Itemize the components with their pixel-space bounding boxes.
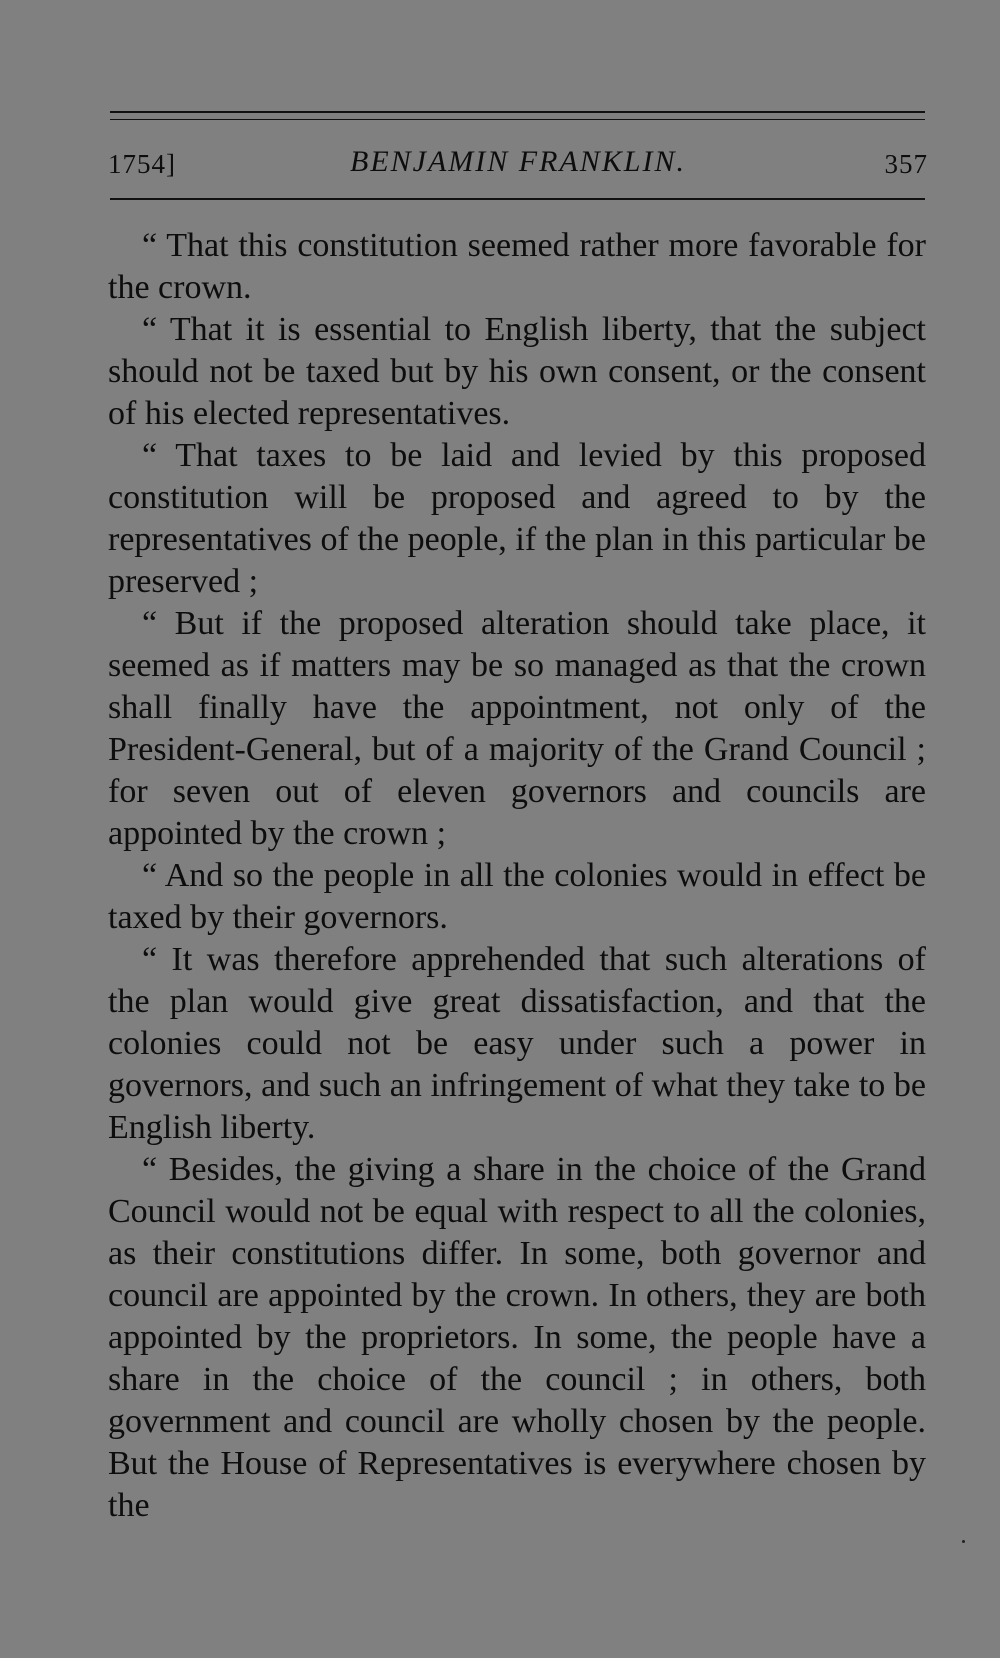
paragraph: “ Besides, the giving a share in the choice of the Grand Council would not be equal with respect to all the colonies, as their constitutions differ. In some, both governor and council are appointed by the crown. In others, they are both appointed by the proprietors. In some, the people have a share in the choice of the council ; in others, both government and council are wholly chosen by the people. But the House of Representatives is everywhere chosen by the <box>108 1151 926 1524</box>
header-top-rule <box>110 111 925 113</box>
paragraph: “ It was therefore apprehended that such alterations of the plan would give great dissatisfaction, and that the colonies could not be easy under such a power in governors, and such an infringement of what they take to be English liberty. <box>108 941 926 1146</box>
ink-speck <box>962 1540 965 1543</box>
paragraph: “ That it is essential to English liberty, that the subject should not be taxed but by his own consent, or the consent of his elected representatives. <box>108 311 926 432</box>
body-text <box>108 225 926 1527</box>
paragraph: “ But if the proposed alteration should take place, it seemed as if matters may be so managed as that the crown shall finally have the appointment, not only of the President-General, but of a majority of the Grand Council ; for seven out of eleven governors and councils are appointed by the crown ; <box>108 605 926 852</box>
page-number: 357 <box>884 149 928 179</box>
paragraph: “ And so the people in all the colonies would in effect be taxed by their governors. <box>108 857 926 936</box>
header-top-rule-thin <box>110 119 925 120</box>
running-header <box>108 145 928 185</box>
paragraph: “ That taxes to be laid and levied by this proposed constitution will be proposed and agreed to by the representatives of the people, if the plan in this particular be preserved ; <box>108 437 926 600</box>
header-title: BENJAMIN FRANKLIN. <box>350 145 686 178</box>
header-bottom-rule <box>110 198 925 200</box>
paragraph: “ That this constitution seemed rather more favorable for the crown. <box>108 227 926 306</box>
header-year: 1754] <box>108 149 176 179</box>
